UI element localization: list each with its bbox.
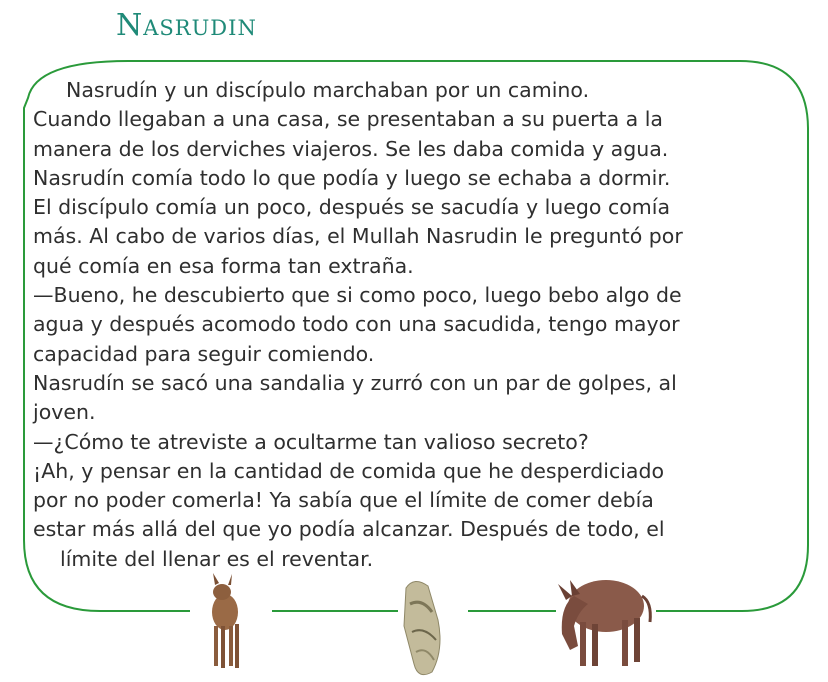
story-line: Cuando llegaban a una casa, se presentaban a su puerta a la — [33, 107, 663, 132]
story-line: límite del llenar es el reventar. — [60, 546, 374, 571]
story-line: —¿Cómo te atreviste a ocultarme tan valioso secreto? — [33, 429, 589, 454]
story-line: Nasrudín y un discípulo marchaban por un camino. — [66, 78, 590, 102]
story-line: El discípulo comía un poco, después se sacudía y luego comía — [33, 195, 671, 220]
story-line: capacidad para seguir comiendo. — [33, 341, 375, 366]
story-line: joven. — [33, 400, 96, 425]
page-title: Nasrudin — [116, 8, 257, 43]
story-line: por no poder comerla! Ya sabía que el límite de comer debía — [33, 488, 654, 513]
story-line: estar más allá del que yo podía alcanzar. Después de todo, el — [33, 517, 665, 542]
story-line: Nasrudín se sacó una sandalia y zurró con un par de golpes, al — [33, 370, 677, 395]
sandal-icon — [404, 581, 440, 674]
story-line: Nasrudín comía todo lo que podía y luego se echaba a dormir. — [33, 165, 671, 190]
story-line: más. Al cabo de varios días, el Mullah Nasrudin le preguntó por — [33, 224, 683, 249]
story-line: manera de los derviches viajeros. Se les daba comida y agua. — [33, 136, 669, 161]
story-line: —Bueno, he descubierto que si como poco, luego bebo algo de — [33, 283, 682, 308]
grazing-donkey-icon — [558, 580, 650, 666]
story-line: qué comía en esa forma tan extraña. — [33, 253, 414, 278]
small-donkey-icon — [212, 573, 239, 668]
story-line: ¡Ah, y pensar en la cantidad de comida que he desperdiciado — [33, 458, 665, 483]
story-line: agua y después acomodo todo con una sacudida, tengo mayor — [33, 312, 680, 337]
